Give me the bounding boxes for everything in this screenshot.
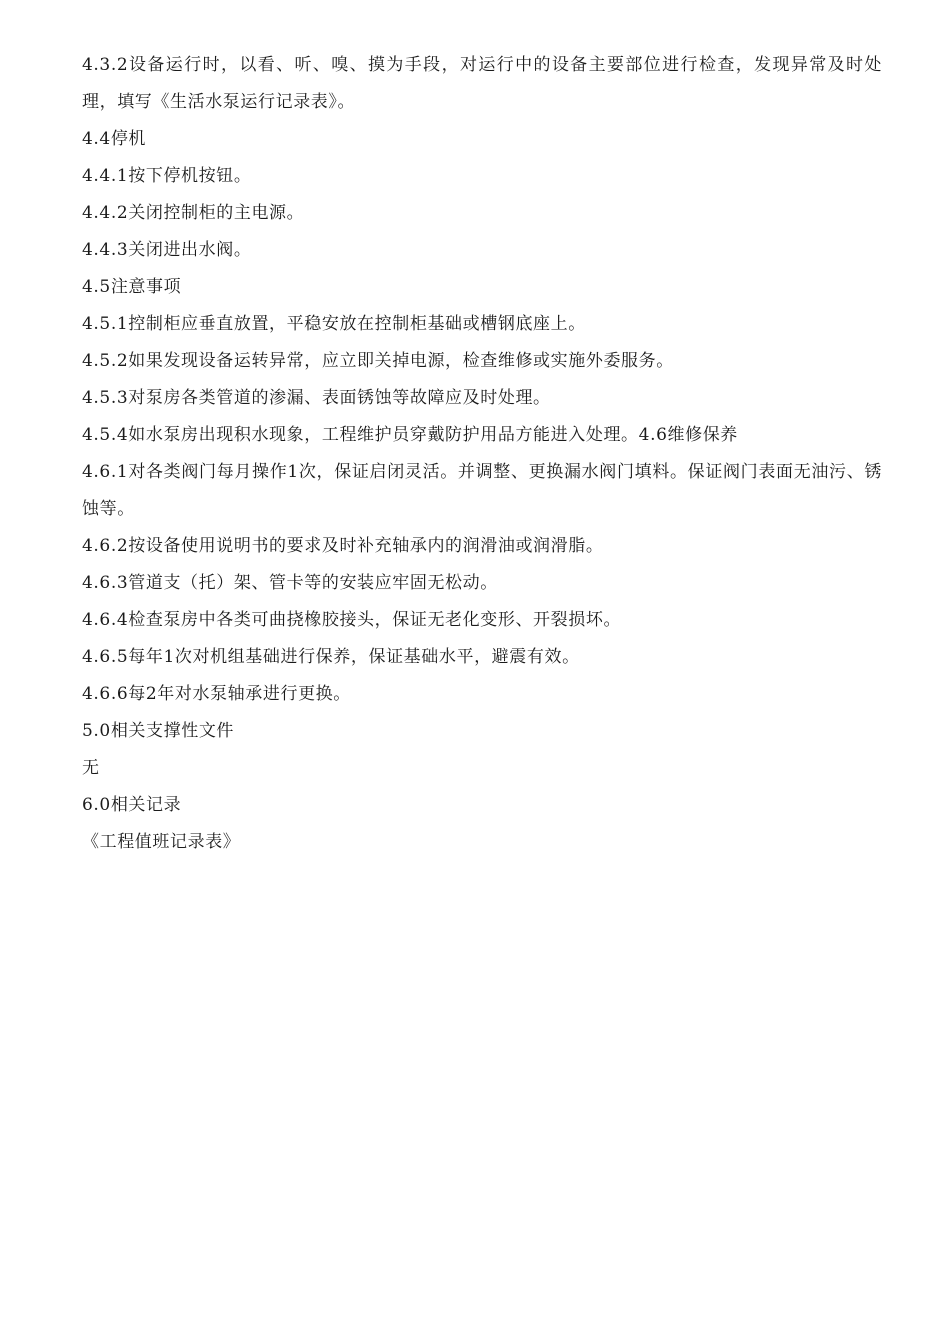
heading-4-5: 4.5注意事项 [82,277,182,297]
paragraph-4-4-2: 4.4.2关闭控制柜的主电源。 [82,203,305,223]
paragraph-4-6-5: 4.6.5每年1次对机组基础进行保养，保证基础水平，避震有效。 [82,647,580,667]
paragraph-4-6-2: 4.6.2按设备使用说明书的要求及时补充轴承内的润滑油或润滑脂。 [82,536,604,556]
paragraph-4-6-4: 4.6.4检查泵房中各类可曲挠橡胶接头，保证无老化变形、开裂损坏。 [82,610,622,630]
paragraph-4-6-3: 4.6.3管道支（托）架、管卡等的安装应牢固无松动。 [82,573,498,593]
paragraph-4-5-3: 4.5.3对泵房各类管道的渗漏、表面锈蚀等故障应及时处理。 [82,388,551,408]
paragraph-4-5-2: 4.5.2如果发现设备运转异常，应立即关掉电源，检查维修或实施外委服务。 [82,351,674,371]
heading-6-0: 6.0相关记录 [82,795,182,815]
paragraph-4-5-1: 4.5.1控制柜应垂直放置，平稳安放在控制柜基础或槽钢底座上。 [82,314,586,334]
heading-5-0: 5.0相关支撑性文件 [82,721,235,741]
paragraph-4-3-2: 4.3.2设备运行时，以看、听、嗅、摸为手段，对运行中的设备主要部位进行检查，发现异常及时处理，填写《生活水泵运行记录表》。 [82,55,882,112]
paragraph-4-6-6: 4.6.6每2年对水泵轴承进行更换。 [82,684,351,704]
paragraph-4-4-3: 4.4.3关闭进出水阀。 [82,240,252,260]
paragraph-6-0-record: 《工程值班记录表》 [82,832,241,852]
paragraph-4-5-4: 4.5.4如水泵房出现积水现象，工程维护员穿戴防护用品方能进入处理。4.6维修保养 [82,425,738,445]
paragraph-4-4-1: 4.4.1按下停机按钮。 [82,166,252,186]
heading-4-4: 4.4停机 [82,129,147,149]
paragraph-5-0-none: 无 [82,758,100,778]
paragraph-4-6-1: 4.6.1对各类阀门每月操作1次，保证启闭灵活。并调整、更换漏水阀门填料。保证阀门表面无油污、锈蚀等。 [82,462,882,519]
document-body [82,47,882,861]
